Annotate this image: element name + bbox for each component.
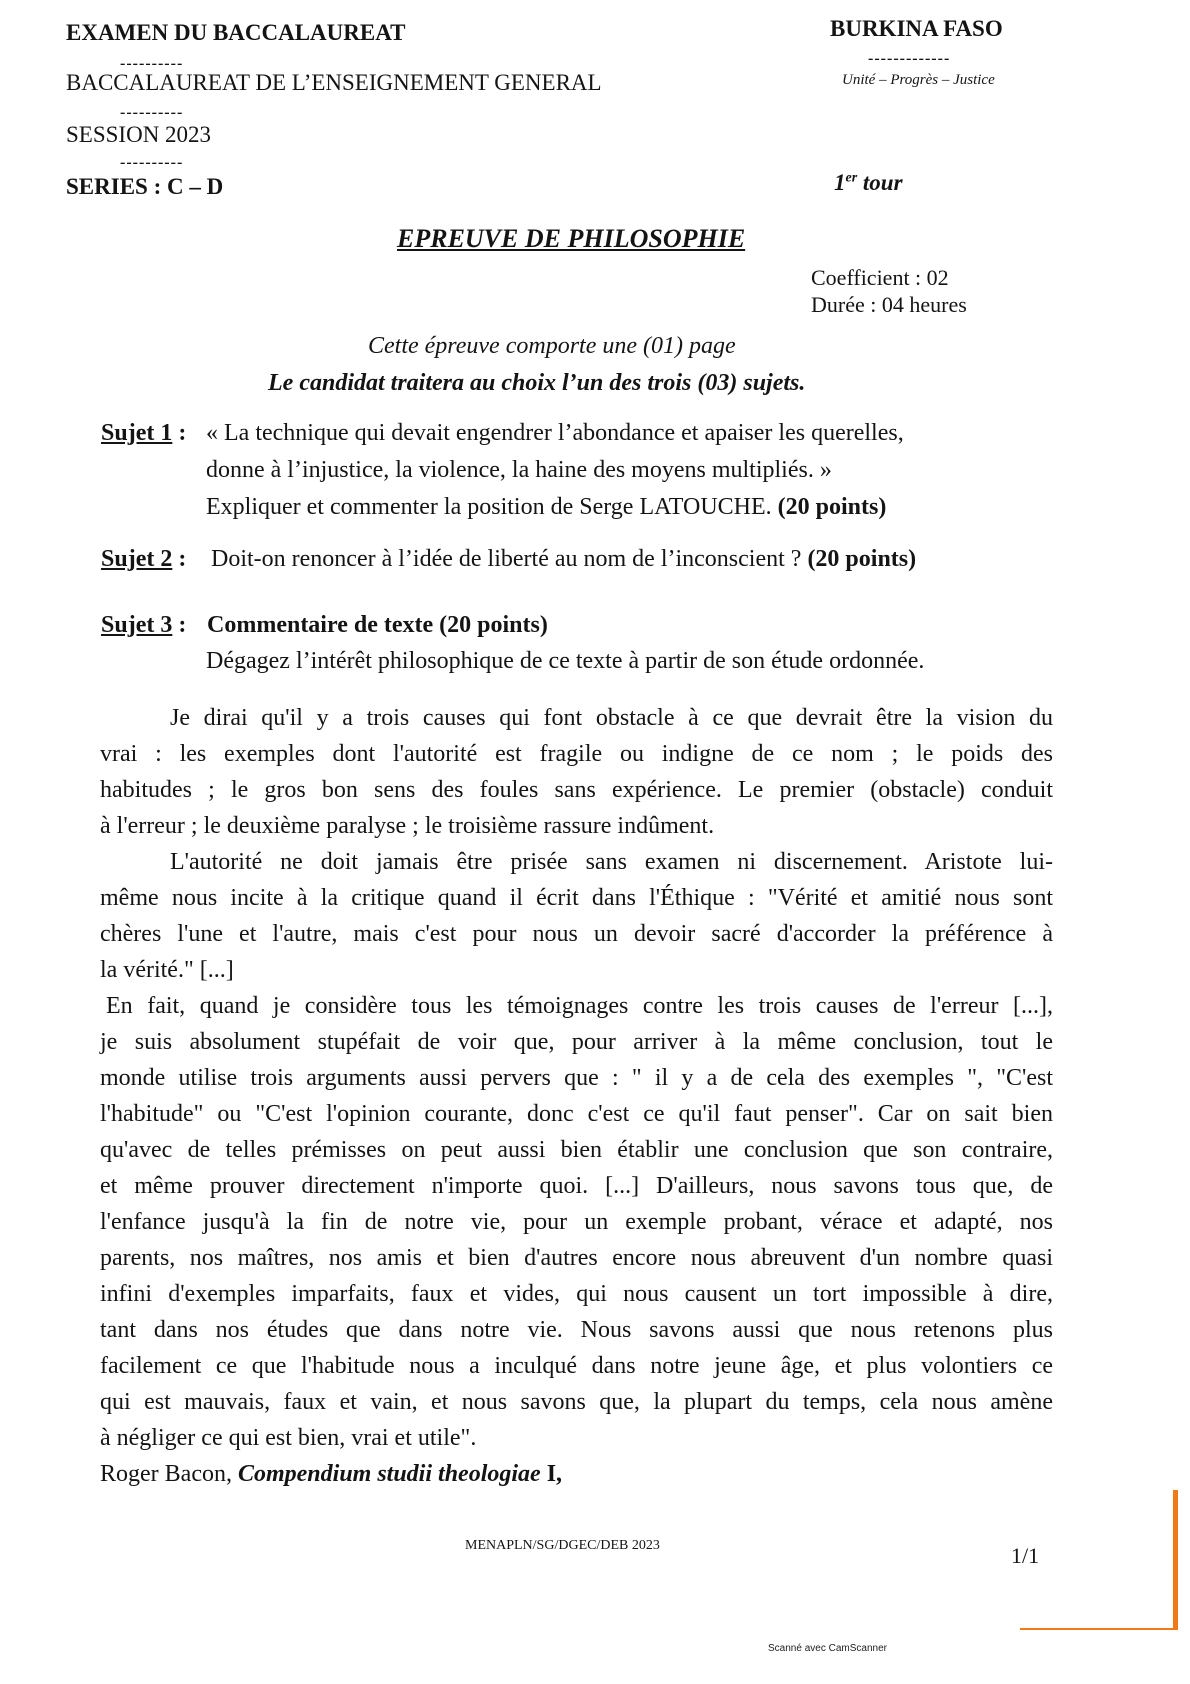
text-line: vrai : les exemples dont l'autorité est fragile ou indigne de ce nom ; le poids des [100,741,1053,767]
country-separator: ------------- [868,50,951,67]
text-line: qu'avec de telles prémisses on peut aussi bien établir une conclusion que son contraire, [100,1137,1053,1163]
text-line: je suis absolument stupéfait de voir que, pour arriver à la même conclusion, tout le [100,1029,1053,1055]
text-line: à négliger ce qui est bien, vrai et utile". [100,1425,477,1451]
subject-2-label: Sujet 2 : [101,546,187,572]
national-motto: Unité – Progrès – Justice [842,72,995,88]
text-line: habitudes ; le gros bon sens des foules sans expérience. Le premier (obstacle) conduit [100,777,1053,803]
text-line: à l'erreur ; le deuxième paralyse ; le troisième rassure indûment. [100,813,715,839]
exam-subject-title: EPREUVE DE PHILOSOPHIE [397,224,746,253]
subject-1-line: donne à l’injustice, la violence, la haine des moyens multipliés. » [206,457,832,483]
bac-type: BACCALAUREAT DE L’ENSEIGNEMENT GENERAL [66,70,602,95]
text-line: qui est mauvais, faux et vain, et nous savons que, la plupart du temps, cela nous amène [100,1389,1053,1415]
session: SESSION 2023 [66,122,212,147]
text-line: monde utilise trois arguments aussi pervers que : " il y a de cela des exemples ", "C'est [100,1065,1053,1091]
text-line: Je dirai qu'il y a trois causes qui font obstacle à ce que devrait être la vision du [170,705,1053,731]
pages-note: Cette épreuve comporte une (01) page [368,333,736,359]
subject-1-label: Sujet 1 : [101,420,187,446]
text-line: L'autorité ne doit jamais être prisée sans examen ni discernement. Aristote lui- [170,849,1053,875]
text-line: tant dans nos études que dans notre vie. Nous savons aussi que nous retenons plus [100,1317,1053,1343]
text-line: l'habitude" ou "C'est l'opinion courante, donc c'est ce qu'il faut penser". Car on sait bien [100,1101,1053,1127]
text-line: chères l'une et l'autre, mais c'est pour nous un devoir sacré d'accorder la préférence à [100,921,1053,947]
coefficient: Coefficient : 02 [811,265,949,290]
duration: Durée : 04 heures [811,292,967,317]
subject-3-heading: Commentaire de texte (20 points) [207,612,548,638]
round-label: 1er tour [834,170,903,195]
separator: ---------- [120,154,184,171]
text-line: En fait, quand je considère tous les témoignages contre les trois causes de l'erreur [...], [106,993,1053,1019]
exam-title: EXAMEN DU BACCALAUREAT [66,20,406,45]
text-line: et même prouver directement n'importe quoi. [...] D'ailleurs, nous savons tous que, de [100,1173,1053,1199]
subject-3-instruction: Dégagez l’intérêt philosophique de ce texte à partir de son étude ordonnée. [206,648,925,674]
subject-1-line: « La technique qui devait engendrer l’abondance et apaiser les querelles, [206,420,904,446]
text-line: l'enfance jusqu'à la fin de notre vie, pour un exemple probant, vérace et adapté, nos [100,1209,1053,1235]
text-line: infini d'exemples imparfaits, faux et vides, qui nous causent un tort impossible à dire, [100,1281,1053,1307]
subject-1-line: Expliquer et commenter la position de Serge LATOUCHE. (20 points) [206,494,887,520]
text-line: facilement ce que l'habitude nous a inculqué dans notre jeune âge, et plus volontiers ce [100,1353,1053,1379]
scanner-watermark: Scanné avec CamScanner [768,1643,887,1654]
page-number: 1/1 [1011,1543,1040,1568]
series: SERIES : C – D [66,174,224,199]
separator: ---------- [120,55,184,72]
text-line: parents, nos maîtres, nos amis et bien d'autres encore nous abreuvent d'un nombre quasi [100,1245,1053,1271]
subject-2-question: Doit-on renoncer à l’idée de liberté au nom de l’inconscient ? (20 points) [211,546,917,572]
scan-edge-mark [1173,1490,1178,1630]
reference-code: MENAPLN/SG/DGEC/DEB 2023 [465,1538,660,1553]
country: BURKINA FASO [830,16,1003,41]
text-line: même nous incite à la critique quand il écrit dans l'Éthique : "Vérité et amitié nous sont [100,885,1053,911]
scan-edge-mark [1020,1628,1178,1630]
subject-3-label: Sujet 3 : [101,612,187,638]
separator: ---------- [120,104,184,121]
commentary-text [100,700,1053,1492]
text-line: la vérité." [...] [100,957,234,983]
citation: Roger Bacon, Compendium studii theologiae I, [100,1461,563,1487]
instruction: Le candidat traitera au choix l’un des trois (03) sujets. [268,370,806,396]
